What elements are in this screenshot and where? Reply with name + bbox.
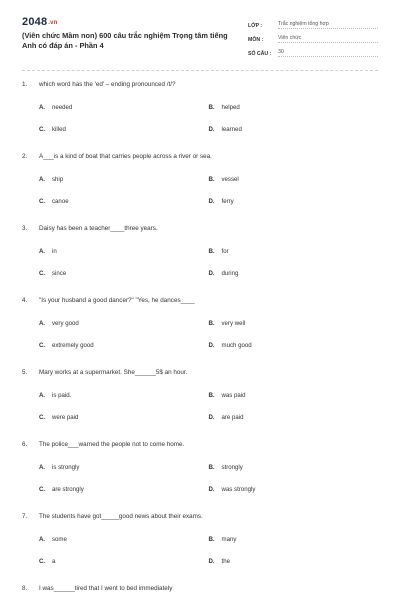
option-text: in <box>52 247 57 255</box>
answer-options <box>39 312 378 356</box>
answer-option[interactable] <box>209 486 379 493</box>
meta-count-row <box>248 44 378 57</box>
question-body: A___is a kind of boat that carries people across a river or sea. <box>39 152 212 160</box>
option-row <box>39 312 378 334</box>
answer-options <box>39 528 378 572</box>
question-item <box>22 222 378 294</box>
answer-options <box>39 168 378 212</box>
question-text <box>22 222 378 234</box>
option-text: learned <box>221 125 242 133</box>
option-letter: D. <box>208 269 215 277</box>
option-letter: D. <box>208 485 215 493</box>
answer-option[interactable] <box>209 270 379 277</box>
page-title: (Viên chức Mầm non) 600 câu trắc nghiệm Trọng tâm tiếng Anh có đáp án - Phần 4 <box>22 31 228 50</box>
option-text: some <box>52 535 67 543</box>
option-letter: D. <box>208 341 215 349</box>
option-row <box>39 96 378 118</box>
option-row <box>39 334 378 356</box>
header-divider <box>22 70 378 71</box>
question-body: Mary works at a supermarket. She______5$ an hour. <box>39 368 188 376</box>
answer-option[interactable] <box>39 126 209 133</box>
answer-option[interactable] <box>39 414 209 421</box>
option-text: very well <box>221 319 246 327</box>
option-text: strongly <box>221 463 243 471</box>
answer-option[interactable] <box>209 414 379 421</box>
question-body: The police___warned the people not to come home. <box>39 440 185 448</box>
option-text: killed <box>52 125 66 133</box>
option-letter: A. <box>39 391 46 399</box>
option-letter: A. <box>39 103 46 111</box>
answer-option[interactable] <box>39 104 209 111</box>
option-row <box>39 168 378 190</box>
question-item <box>22 510 378 582</box>
meta-label: MÔN : <box>248 37 264 43</box>
option-letter: C. <box>39 413 46 421</box>
meta-label: SỐ CÂU : <box>248 51 272 57</box>
option-text: were paid <box>52 413 79 421</box>
option-letter: B. <box>208 463 215 471</box>
option-row <box>39 478 378 500</box>
option-row <box>39 118 378 140</box>
answer-option[interactable] <box>39 320 209 327</box>
option-text: vessel <box>221 175 239 183</box>
question-number: 4. <box>22 296 28 304</box>
option-text: much good <box>221 341 252 349</box>
answer-option[interactable] <box>39 464 209 471</box>
option-letter: C. <box>39 197 46 205</box>
option-text: needed <box>52 103 73 111</box>
question-number: 8. <box>22 584 28 592</box>
option-text: the <box>221 557 230 565</box>
logo-number: 2048 <box>22 16 48 28</box>
option-letter: C. <box>39 125 46 133</box>
answer-option[interactable] <box>39 248 209 255</box>
option-letter: A. <box>39 319 46 327</box>
meta-label: LỚP : <box>248 23 263 29</box>
option-text: are paid <box>221 413 244 421</box>
answer-option[interactable] <box>39 558 209 565</box>
option-row <box>39 406 378 428</box>
option-letter: B. <box>208 247 215 255</box>
answer-option[interactable] <box>39 536 209 543</box>
option-text: was paid <box>221 391 246 399</box>
question-number: 5. <box>22 368 28 376</box>
logo-suffix: .vn <box>48 20 58 26</box>
option-letter: C. <box>39 341 46 349</box>
option-row <box>39 262 378 284</box>
question-item <box>22 438 378 510</box>
answer-option[interactable] <box>209 464 379 471</box>
meta-class-row <box>248 16 378 29</box>
answer-option[interactable] <box>39 486 209 493</box>
answer-option[interactable] <box>209 104 379 111</box>
question-number: 1. <box>22 80 28 88</box>
option-letter: B. <box>208 391 215 399</box>
option-text: many <box>221 535 237 543</box>
option-letter: A. <box>39 175 46 183</box>
question-item <box>22 582 378 602</box>
quiz-meta <box>248 16 378 58</box>
option-text: canoe <box>52 197 69 205</box>
answer-option[interactable] <box>39 176 209 183</box>
answer-option[interactable] <box>209 126 379 133</box>
question-number: 3. <box>22 224 28 232</box>
option-row <box>39 190 378 212</box>
answer-option[interactable] <box>209 198 379 205</box>
option-letter: B. <box>208 319 215 327</box>
question-body: The students have got_____good news about their exams. <box>39 512 203 520</box>
option-text: a <box>52 557 56 565</box>
option-letter: D. <box>208 125 215 133</box>
option-letter: B. <box>208 175 215 183</box>
answer-option[interactable] <box>39 392 209 399</box>
question-body: "Is your husband a good dancer?" "Yes, he dances____ <box>39 296 195 304</box>
option-text: is paid. <box>52 391 72 399</box>
meta-value: Viên chức <box>278 35 378 43</box>
option-text: are strongly <box>52 485 84 493</box>
question-item <box>22 78 378 150</box>
option-letter: D. <box>208 413 215 421</box>
option-letter: C. <box>39 557 46 565</box>
option-letter: C. <box>39 485 46 493</box>
question-body: which word has the 'ed' – ending pronounced /t/? <box>39 80 176 88</box>
answer-option[interactable] <box>209 248 379 255</box>
option-letter: D. <box>208 557 215 565</box>
option-row <box>39 240 378 262</box>
option-letter: A. <box>39 535 46 543</box>
page-header <box>22 0 378 72</box>
question-item <box>22 366 378 438</box>
answer-options <box>39 96 378 140</box>
option-letter: D. <box>208 197 215 205</box>
option-row <box>39 384 378 406</box>
meta-subject-row <box>248 30 378 43</box>
answer-option[interactable] <box>39 342 209 349</box>
question-text <box>22 78 378 90</box>
option-row <box>39 528 378 550</box>
answer-option[interactable] <box>209 392 379 399</box>
answer-options <box>39 384 378 428</box>
question-item <box>22 294 378 366</box>
option-letter: C. <box>39 269 46 277</box>
question-number: 7. <box>22 512 28 520</box>
option-letter: B. <box>208 535 215 543</box>
question-text <box>22 510 378 522</box>
question-text <box>22 438 378 450</box>
question-text <box>22 294 378 306</box>
option-text: helped <box>221 103 240 111</box>
question-number: 6. <box>22 440 28 448</box>
answer-option[interactable] <box>209 536 379 543</box>
answer-option[interactable] <box>209 342 379 349</box>
question-body: I was______tired that I went to bed immediately <box>39 584 173 592</box>
option-letter: A. <box>39 247 46 255</box>
option-text: ship <box>52 175 64 183</box>
answer-options <box>39 456 378 500</box>
question-body: Daisy has been a teacher____three years. <box>39 224 158 232</box>
question-text <box>22 366 378 378</box>
meta-value: Trắc nghiệm tổng hợp <box>278 21 378 29</box>
question-list <box>22 78 378 602</box>
option-text: very good <box>52 319 79 327</box>
option-letter: B. <box>208 103 215 111</box>
option-text: ferry <box>221 197 234 205</box>
answer-options <box>39 240 378 284</box>
option-text: extremely good <box>52 341 94 349</box>
answer-option[interactable] <box>39 270 209 277</box>
answer-option[interactable] <box>39 198 209 205</box>
answer-option[interactable] <box>209 176 379 183</box>
option-text: for <box>221 247 229 255</box>
option-text: is strongly <box>52 463 80 471</box>
site-logo[interactable] <box>22 16 58 28</box>
option-text: since <box>52 269 67 277</box>
question-text <box>22 582 378 594</box>
option-text: during <box>221 269 239 277</box>
meta-value: 30 <box>278 49 378 57</box>
option-letter: A. <box>39 463 46 471</box>
question-item <box>22 150 378 222</box>
option-row <box>39 550 378 572</box>
option-row <box>39 456 378 478</box>
option-text: was strongly <box>221 485 256 493</box>
answer-option[interactable] <box>209 320 379 327</box>
question-number: 2. <box>22 152 28 160</box>
answer-option[interactable] <box>209 558 379 565</box>
question-text <box>22 150 378 162</box>
